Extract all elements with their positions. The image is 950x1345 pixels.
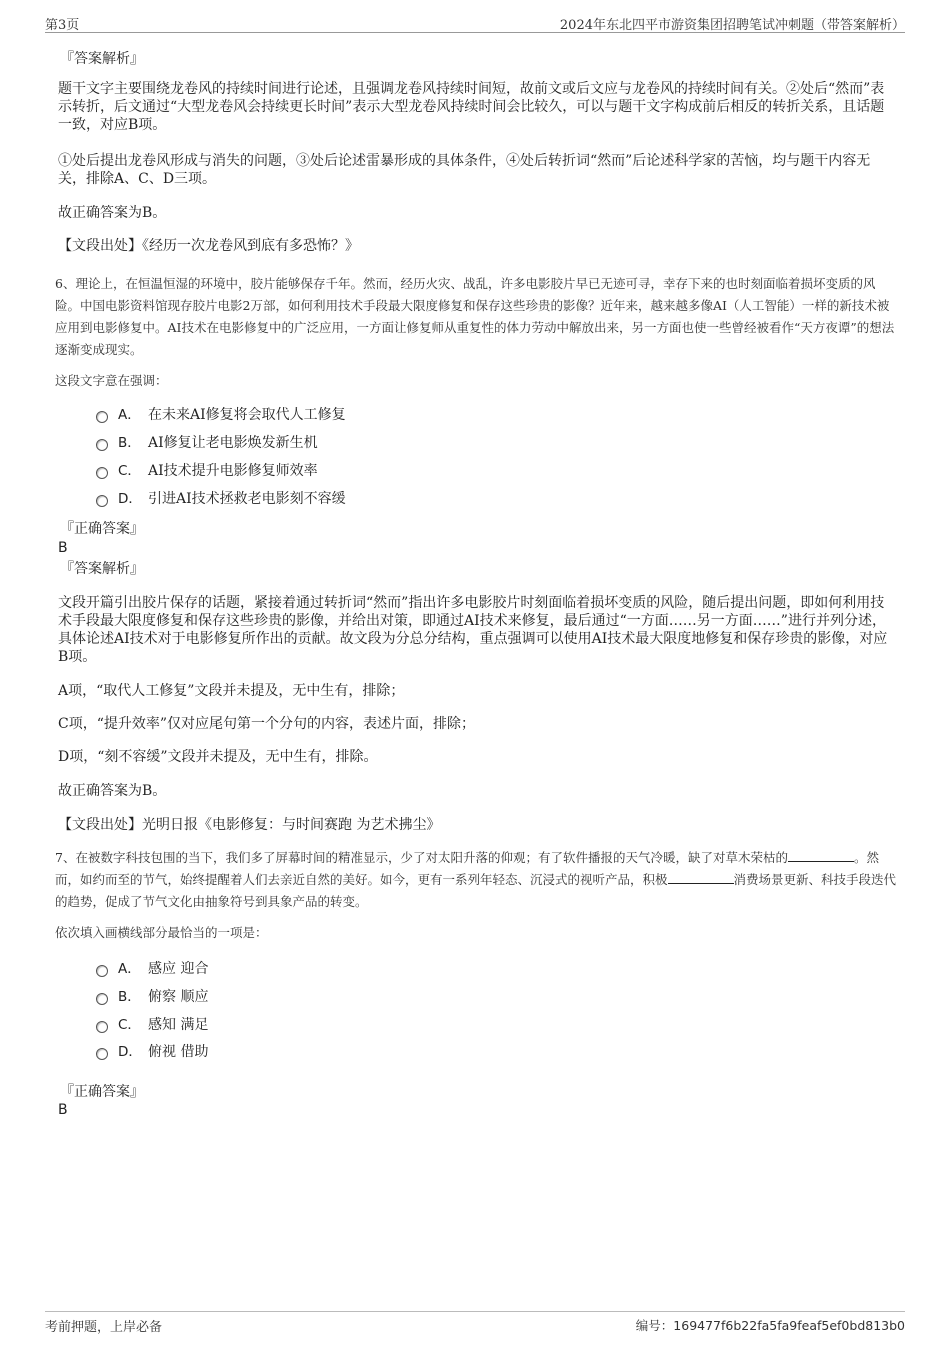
prev-analysis-heading: 『答案解析』 [60, 51, 144, 67]
q7-option-a[interactable]: A． 感应 迎合 [96, 959, 208, 979]
prev-conclusion: 故正确答案为B。 [58, 205, 167, 221]
q6-source: 【文段出处】光明日报《电影修复：与时间赛跑 为艺术拂尘》 [58, 817, 441, 833]
page-number: 第3页 [45, 18, 80, 33]
q6-analysis-option-d: D项，“刻不容缓”文段并未提及，无中生有，排除。 [58, 749, 378, 765]
prev-source: 【文段出处】《经历一次龙卷风到底有多恐怖？》 [58, 238, 359, 254]
radio-icon[interactable] [96, 495, 108, 507]
radio-icon[interactable] [96, 439, 108, 451]
q6-option-b[interactable]: B． AI修复让老电影焕发新生机 [96, 433, 318, 453]
q6-option-c[interactable]: C． AI技术提升电影修复师效率 [96, 461, 318, 481]
radio-icon[interactable] [96, 1021, 108, 1033]
radio-icon[interactable] [96, 993, 108, 1005]
prev-analysis-paragraph-1: 题干文字主要围绕龙卷风的持续时间进行论述，且强调龙卷风持续时间短，故前文或后文应与龙卷风的持续时间有关。②处后“然而”表示转折，后文通过“大型龙卷风会持续更长时间”表示大型龙卷风持续时间会比较久，可以与题干文字构成前后相反的转折关系，且话题一致，对应B项。 [58, 81, 885, 133]
page-header [45, 12, 905, 33]
page-footer [45, 1311, 905, 1334]
q6-stem: 6、理论上，在恒温恒湿的环境中，胶片能够保存千年。然而，经历火灾、战乱，许多电影胶片早已无迹可寻，幸存下来的也时刻面临着损坏变质的风险。中国电影资料馆现存胶片电影2万部，如何利用技术手段最大限度修复和保存这些珍贵的影像？近年来，越来越多像AI（人工智能）一样的新技术被应用到电影修复中。AI技术在电影修复中的广泛应用，一方面让修复师从重复性的体力劳动中解放出来，另一方面也使一些曾经被看作“天方夜谭”的想法逐渐变成现实。 [55, 276, 895, 357]
fill-blank-1 [788, 849, 854, 862]
q6-prompt: 这段文字意在强调： [55, 373, 168, 388]
q6-analysis-heading: 『答案解析』 [60, 561, 144, 577]
q7-stem: 7、在被数字科技包围的当下，我们多了屏幕时间的精准显示，少了对太阳升落的仰观；有了软件播报的天气冷暖，缺了对草木荣枯的 。然而，如约而至的节气，始终提醒着人们去亲近自然的美好。如今，更有一系列年轻态、沉浸式的视听产品，积极 消费场景更新、科技手段迭代的趋势，促成了节气文化由抽象符号到具象产品的转变。 [55, 850, 897, 909]
footer-serial: 编号：169477f6b22fa5fa9feaf5ef0bd813b0 [635, 1318, 905, 1333]
radio-icon[interactable] [96, 965, 108, 977]
q7-answer: B [58, 1102, 68, 1118]
q7-answer-heading: 『正确答案』 [60, 1084, 144, 1100]
footer-slogan: 考前押题，上岸必备 [45, 1320, 163, 1335]
radio-icon[interactable] [96, 1048, 108, 1060]
radio-icon[interactable] [96, 411, 108, 423]
q7-option-d[interactable]: D． 俯视 借助 [96, 1042, 208, 1062]
fill-blank-2 [668, 871, 734, 884]
q6-option-d[interactable]: D． 引进AI技术拯救老电影刻不容缓 [96, 489, 346, 509]
radio-icon[interactable] [96, 467, 108, 479]
document-title: 2024年东北四平市游资集团招聘笔试冲刺题（带答案解析） [559, 18, 905, 33]
q6-analysis-option-a: A项，“取代人工修复”文段并未提及，无中生有，排除； [58, 683, 405, 699]
q7-option-b[interactable]: B． 俯察 顺应 [96, 987, 208, 1007]
q7-prompt: 依次填入画横线部分最恰当的一项是： [55, 925, 268, 940]
q6-answer: B [58, 540, 68, 556]
q6-analysis-paragraph: 文段开篇引出胶片保存的话题，紧接着通过转折词“然而”指出许多电影胶片时刻面临着损坏变质的风险，随后提出问题，即如何利用技术手段最大限度修复和保存这些珍贵的影像，并给出对策，即通过AI技术来修复，最后通过“一方面……另一方面……”进行并列分述，具体论述AI技术对于电影修复所作出的贡献。故文段为分总分结构，重点强调可以使用AI技术最大限度地修复和保存珍贵的影像，对应B项。 [58, 595, 888, 665]
q6-answer-heading: 『正确答案』 [60, 521, 144, 537]
q7-option-c[interactable]: C． 感知 满足 [96, 1015, 208, 1035]
q6-analysis-option-c: C项，“提升效率”仅对应尾句第一个分句的内容，表述片面，排除； [58, 716, 476, 732]
q6-conclusion: 故正确答案为B。 [58, 783, 167, 799]
q6-option-a[interactable]: A． 在未来AI修复将会取代人工修复 [96, 405, 346, 425]
prev-analysis-paragraph-2: ①处后提出龙卷风形成与消失的问题，③处后论述雷暴形成的具体条件，④处后转折词“然而”后论述科学家的苦恼，均与题干内容无关，排除A、C、D三项。 [58, 153, 871, 187]
